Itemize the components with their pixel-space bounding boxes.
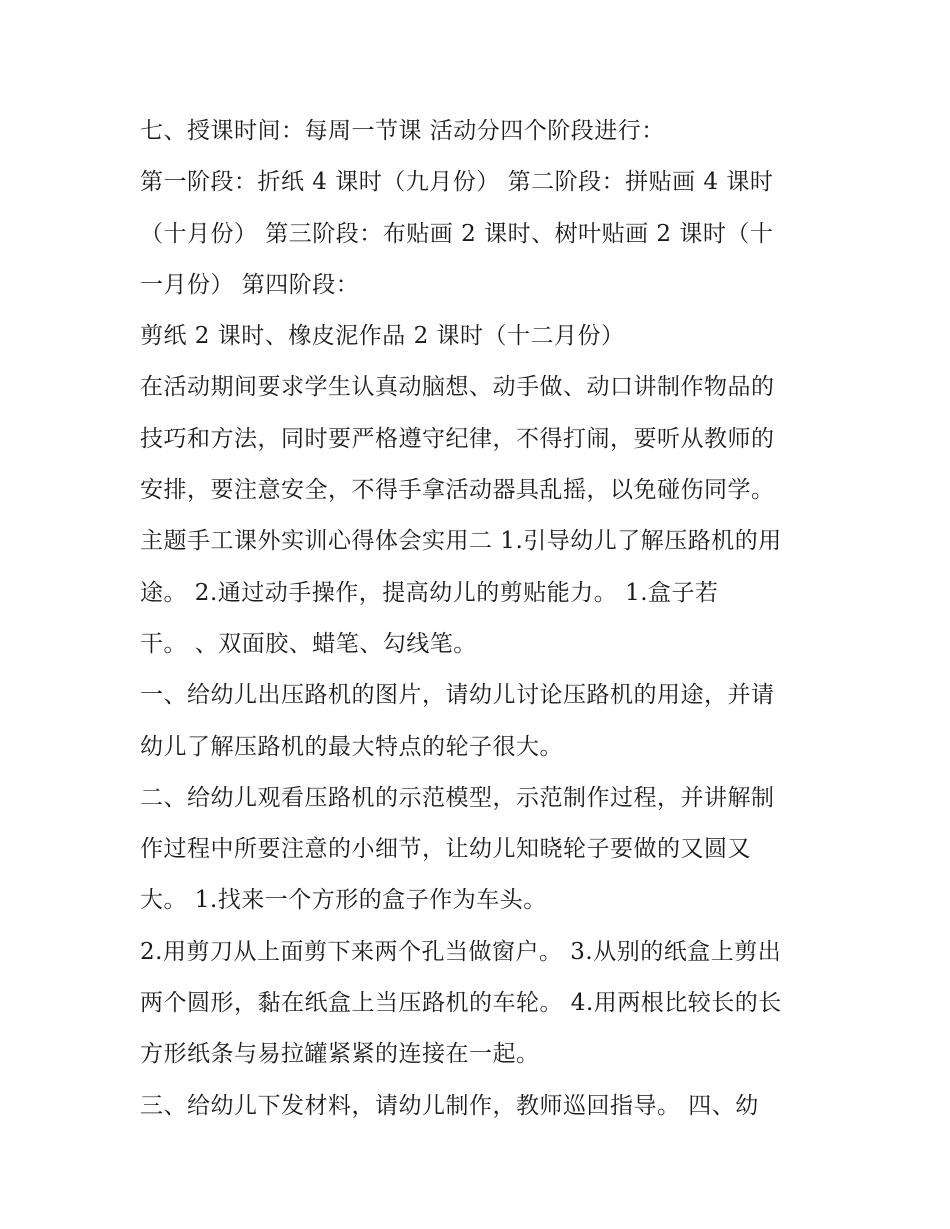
text-line: 主题手工课外实训心得体会实用二 1.引导幼儿了解压路机的用 [140, 528, 782, 555]
text-line: 剪纸 2 课时、橡皮泥作品 2 课时（十二月份） [140, 323, 625, 350]
text-line: 在活动期间要求学生认真动脑想、动手做、动口讲制作物品的 [140, 374, 775, 401]
text-line: 三、给幼儿下发材料，请幼儿制作，教师巡回指导。 四、幼 [140, 1092, 759, 1119]
text-line: 一月份） 第四阶段： [140, 271, 360, 298]
text-line: 干。 、双面胶、蜡笔、勾线笔。 [140, 630, 477, 657]
text-line: 技巧和方法，同时要严格遵守纪律，不得打闹，要听从教师的 [140, 425, 775, 452]
text-line: 一、给幼儿出压路机的图片，请幼儿讨论压路机的用途，并请 [140, 682, 775, 709]
text-line: 方形纸条与易拉罐紧紧的连接在一起。 [140, 1041, 540, 1068]
text-line: （十月份） 第三阶段：布贴画 2 课时、树叶贴画 2 课时（十 [140, 220, 774, 247]
text-line: 作过程中所要注意的小细节，让幼儿知晓轮子要做的又圆又 [140, 836, 751, 863]
text-line: 安排，要注意安全，不得手拿活动器具乱摇，以免碰伤同学。 [140, 477, 775, 504]
text-line: 途。 2.通过动手操作，提高幼儿的剪贴能力。 1.盒子若 [140, 579, 719, 606]
text-line: 七、授课时间：每周一节课 活动分四个阶段进行： [140, 118, 665, 144]
document-body [140, 106, 820, 1132]
text-line: 2.用剪刀从上面剪下来两个孔当做窗户。 3.从别的纸盒上剪出 [140, 938, 782, 965]
text-line: 第一阶段：折纸 4 课时（九月份） 第二阶段：拼贴画 4 课时 [140, 169, 774, 196]
text-line: 二、给幼儿观看压路机的示范模型，示范制作过程，并讲解制 [140, 784, 775, 811]
text-line: 两个圆形，黏在纸盒上当压路机的车轮。 4.用两根比较长的长 [140, 990, 782, 1017]
text-line: 幼儿了解压路机的最大特点的轮子很大。 [140, 733, 563, 760]
text-line: 大。 1.找来一个方形的盒子作为车头。 [140, 887, 547, 914]
